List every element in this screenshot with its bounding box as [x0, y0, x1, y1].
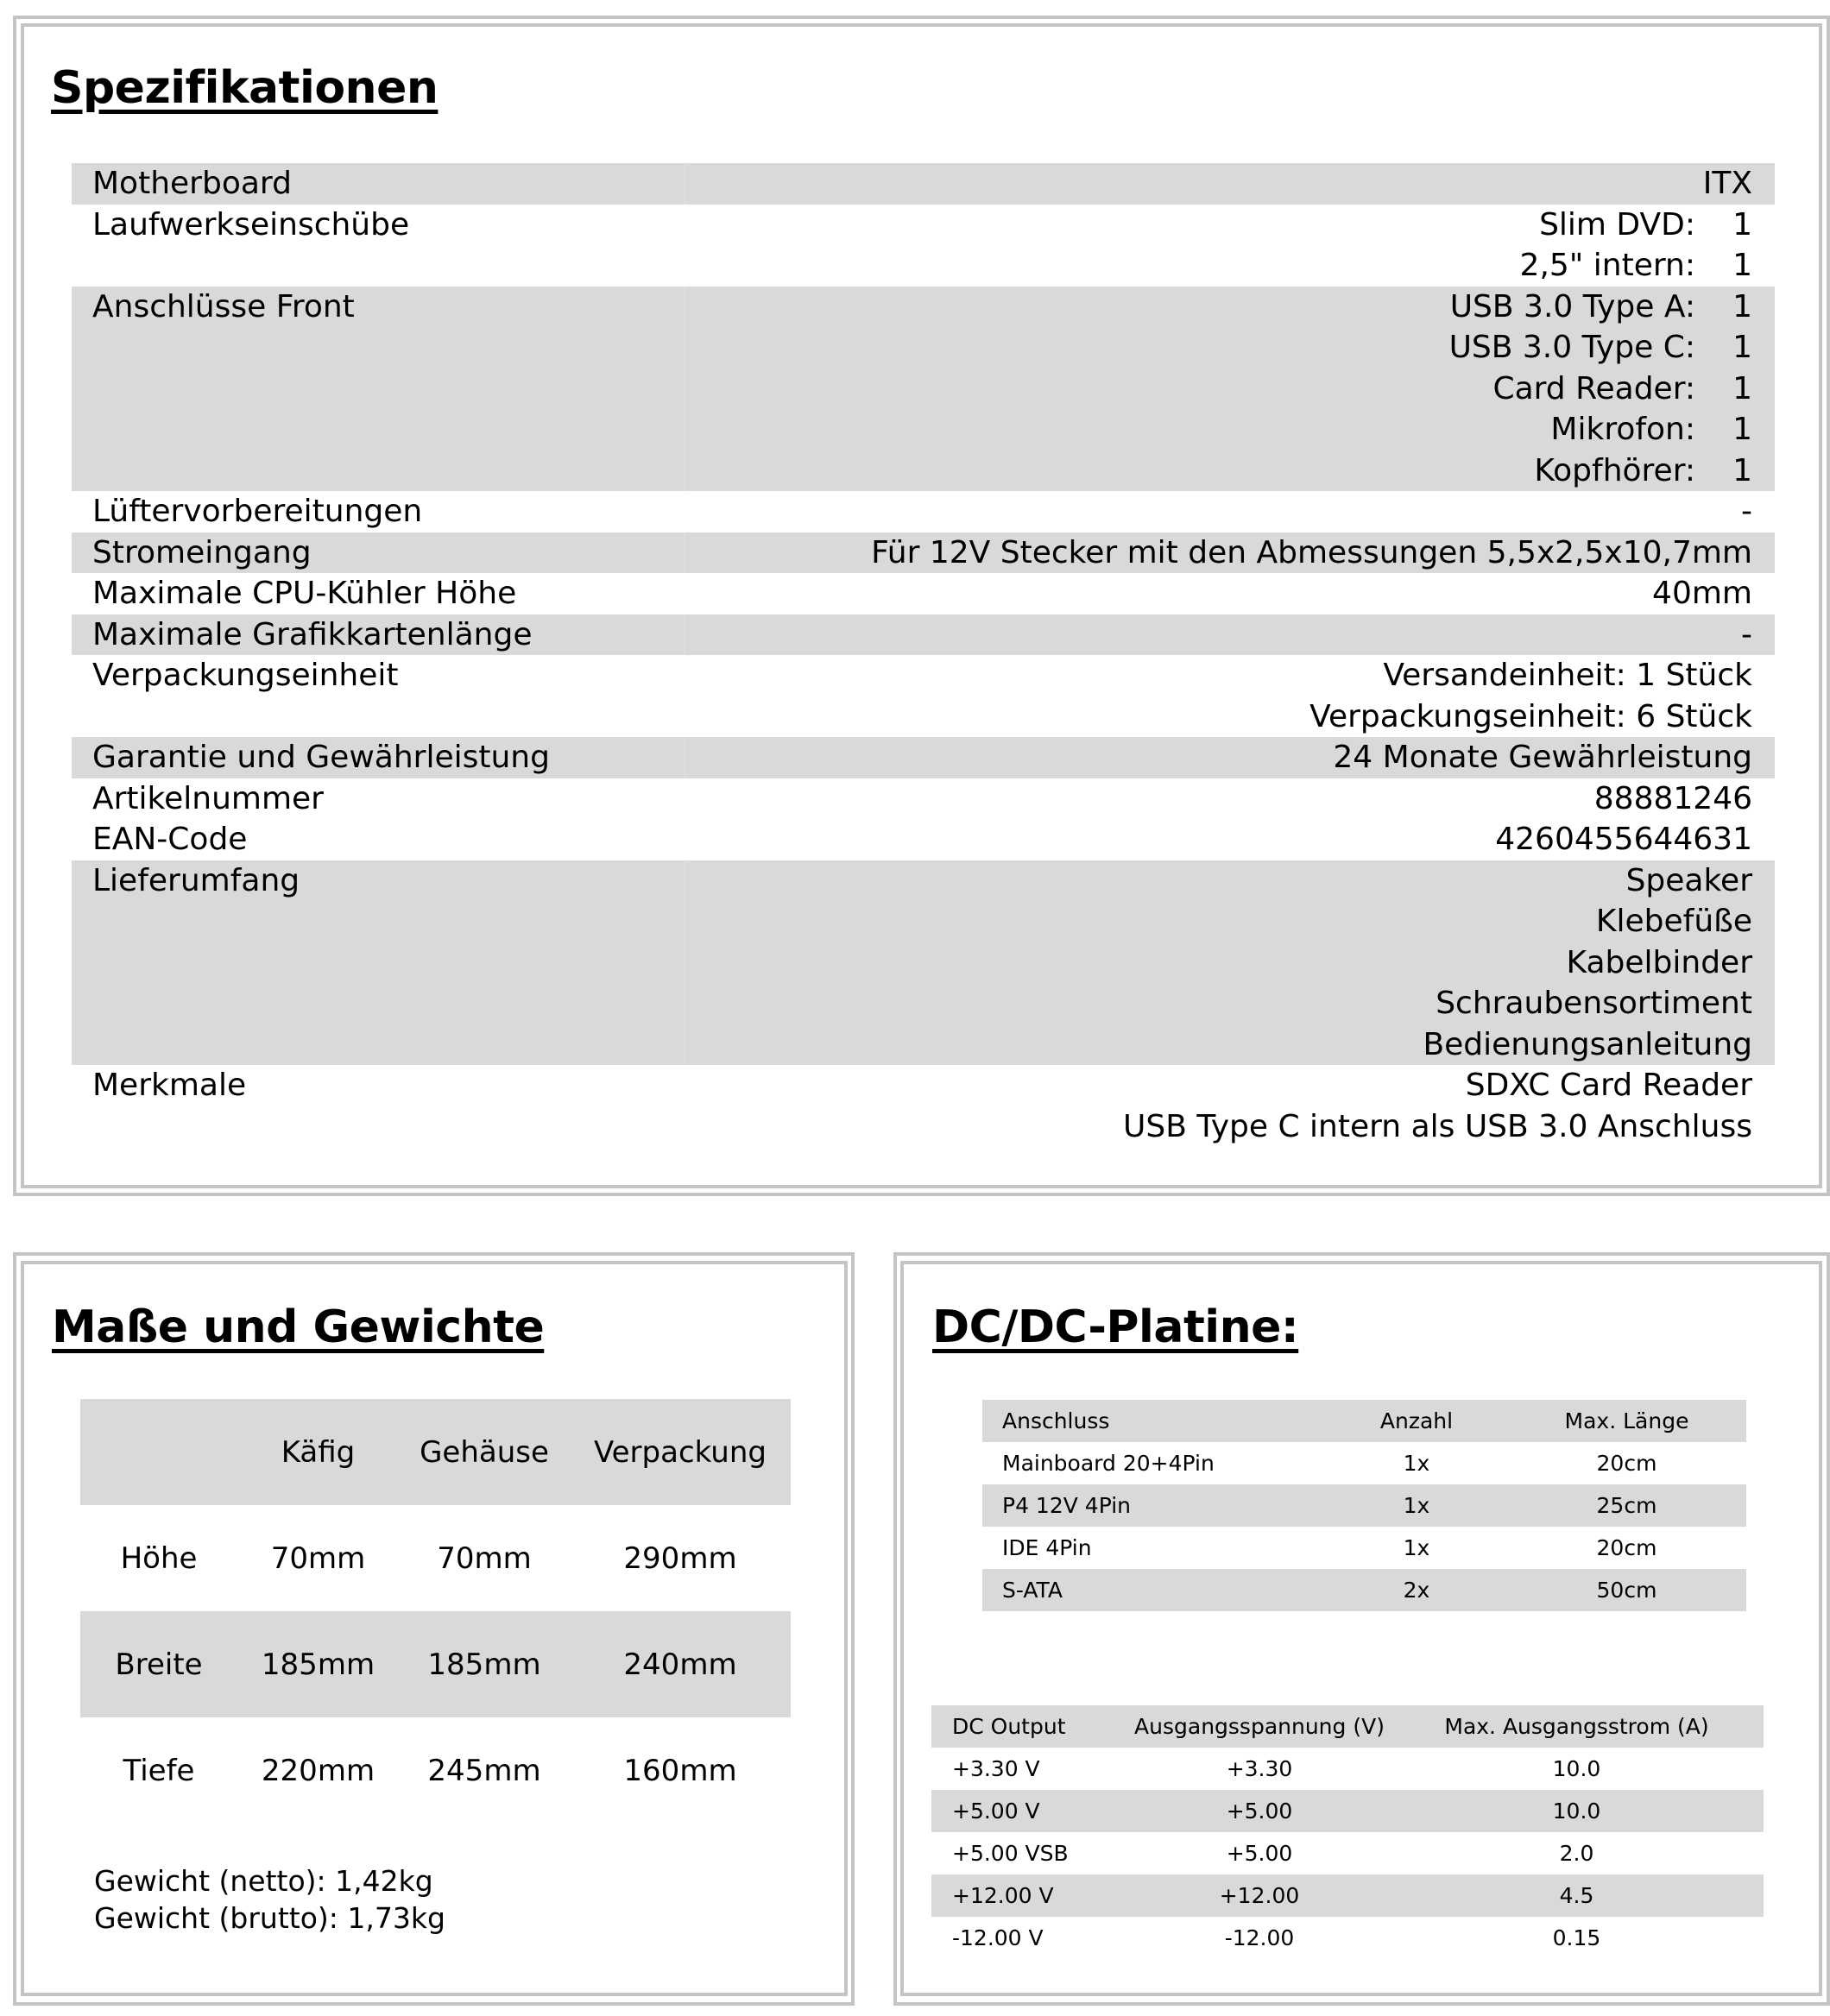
spec-label: Stromeingang	[92, 534, 312, 570]
spec-row	[72, 532, 1775, 574]
outputs-row	[931, 1790, 1764, 1832]
spec-value-line	[697, 1065, 1752, 1106]
connector-length: 25cm	[1524, 1484, 1746, 1527]
output-rail: +3.30 V	[952, 1756, 1040, 1781]
spec-value-count: 1	[1732, 370, 1752, 406]
spec-row	[72, 860, 1775, 1066]
spec-values	[697, 573, 1775, 614]
dimensions-cell: 185mm	[237, 1611, 399, 1717]
connectors-row	[982, 1527, 1746, 1569]
dimensions-header-cell	[80, 1399, 237, 1505]
connector-name: S-ATA	[982, 1569, 1309, 1611]
spec-value-key: Card Reader:	[1492, 370, 1695, 406]
dimensions-header-cell: Käfig	[237, 1399, 399, 1505]
spec-value-line	[697, 409, 1752, 450]
spec-row	[72, 737, 1775, 778]
spec-value-line	[697, 696, 1752, 738]
weight-net: Gewicht (netto): 1,42kg	[94, 1864, 433, 1898]
dimensions-cell: 220mm	[261, 1753, 375, 1788]
spec-value-count: 1	[1732, 288, 1752, 324]
spec-values	[697, 778, 1775, 820]
spec-value-line	[697, 532, 1752, 574]
spec-value: ITX	[1702, 166, 1752, 201]
spec-values	[697, 819, 1775, 860]
spec-value-line	[697, 819, 1752, 860]
output-voltage: -12.00	[1224, 1925, 1295, 1950]
outputs-row	[931, 1874, 1764, 1917]
spec-value-line	[697, 327, 1752, 369]
spec-value-count: 1	[1732, 452, 1752, 488]
dimensions-cell: 245mm	[427, 1753, 541, 1788]
spec-row	[72, 491, 1775, 532]
spec-label: EAN-Code	[92, 822, 248, 857]
spec-value-key: USB 3.0 Type C:	[1448, 330, 1695, 365]
spec-label: Lieferumfang	[92, 862, 300, 898]
spec-row	[72, 573, 1775, 614]
connectors-row	[982, 1442, 1746, 1484]
connector-count: 1x	[1309, 1484, 1524, 1527]
spec-value-line	[697, 901, 1752, 942]
spec-value-key: Slim DVD:	[1539, 206, 1695, 243]
connectors-header-cell: Anschluss	[982, 1400, 1309, 1442]
spec-value: 4260455644631	[1495, 822, 1752, 857]
dimensions-header-cell: Gehäuse	[399, 1399, 570, 1505]
connectors-row	[982, 1484, 1746, 1527]
spec-value: 40mm	[1652, 576, 1752, 611]
dimensions-row	[80, 1505, 791, 1611]
spec-value: Kabelbinder	[1566, 944, 1752, 980]
outputs-table	[931, 1705, 1764, 1959]
spec-values	[697, 163, 1775, 205]
output-current: 0.15	[1552, 1925, 1601, 1950]
outputs-header-cell: DC Output	[931, 1705, 1103, 1748]
spec-row	[72, 287, 1775, 492]
output-voltage: +5.00	[1103, 1790, 1416, 1832]
output-rail: -12.00 V	[952, 1925, 1044, 1950]
spec-value: Bedienungsanleitung	[1423, 1026, 1752, 1062]
dimensions-cell: 70mm	[270, 1540, 366, 1576]
spec-value: Schraubensortiment	[1436, 986, 1752, 1021]
spec-label: Laufwerkseinschübe	[92, 206, 410, 243]
spec-values	[697, 614, 1775, 656]
spec-value: Für 12V Stecker mit den Abmessungen 5,5x2,5x10,7mm	[871, 534, 1752, 570]
dimensions-row	[80, 1717, 791, 1824]
spec-value-key: 2,5" intern:	[1519, 248, 1695, 283]
spec-value-line	[697, 163, 1752, 205]
dimensions-header-cell: Verpackung	[570, 1399, 791, 1505]
spec-label: Anschlüsse Front	[92, 288, 355, 324]
outputs-row	[931, 1917, 1764, 1959]
weight-gross: Gewicht (brutto): 1,73kg	[94, 1901, 445, 1935]
spec-row	[72, 1065, 1775, 1147]
dimensions-row-label: Tiefe	[123, 1753, 195, 1788]
spec-values	[697, 655, 1775, 737]
spec-value-line	[697, 573, 1752, 614]
spec-table	[72, 163, 1775, 1147]
spec-title: Spezifikationen	[51, 62, 439, 114]
spec-values	[697, 860, 1775, 1066]
spec-values	[697, 737, 1775, 778]
dimensions-cell: 185mm	[399, 1611, 570, 1717]
spec-value-line	[697, 860, 1752, 902]
connectors-header-cell: Max. Länge	[1524, 1400, 1746, 1442]
dimensions-title: Maße und Gewichte	[52, 1301, 545, 1353]
spec-value-line	[697, 655, 1752, 696]
spec-label: Merkmale	[92, 1068, 247, 1103]
spec-value: Klebefüße	[1595, 904, 1752, 939]
spec-value: Speaker	[1625, 862, 1752, 898]
output-voltage: +5.00	[1226, 1841, 1293, 1866]
spec-label: Motherboard	[92, 166, 292, 201]
output-current: 2.0	[1559, 1841, 1594, 1866]
spec-value-count: 1	[1732, 248, 1752, 283]
spec-label: Garantie und Gewährleistung	[92, 740, 550, 775]
outputs-header-row	[931, 1705, 1764, 1748]
spec-value-count: 1	[1732, 412, 1752, 447]
spec-value-line	[697, 614, 1752, 656]
spec-row	[72, 163, 1775, 205]
spec-label: Maximale CPU-Kühler Höhe	[92, 576, 517, 611]
spec-value-line	[697, 737, 1752, 778]
connector-length: 20cm	[1596, 1535, 1657, 1560]
outputs-row	[931, 1832, 1764, 1874]
spec-value-key: USB 3.0 Type A:	[1449, 288, 1695, 324]
output-rail: +5.00 V	[931, 1790, 1103, 1832]
outputs-row	[931, 1748, 1764, 1790]
connectors-header-row	[982, 1400, 1746, 1442]
spec-value-line	[697, 450, 1752, 492]
spec-values	[697, 1065, 1775, 1147]
spec-value-line	[697, 287, 1752, 328]
outputs-header-cell: Ausgangsspannung (V)	[1103, 1705, 1416, 1748]
connectors-table	[982, 1400, 1746, 1611]
spec-label: Artikelnummer	[92, 780, 324, 816]
dimensions-cell: 240mm	[570, 1611, 791, 1717]
connector-count: 2x	[1309, 1569, 1524, 1611]
spec-value-line	[697, 369, 1752, 410]
spec-row	[72, 819, 1775, 860]
spec-value: 24 Monate Gewährleistung	[1333, 740, 1752, 775]
dimensions-cell: 70mm	[437, 1540, 532, 1576]
spec-label: Maximale Grafikkartenlänge	[92, 616, 533, 652]
spec-value-key: Mikrofon:	[1550, 412, 1695, 447]
connector-name: Mainboard 20+4Pin	[1002, 1451, 1215, 1476]
spec-values	[697, 532, 1775, 574]
dimensions-table	[80, 1399, 791, 1824]
spec-label: Verpackungseinheit	[92, 658, 399, 693]
dimensions-row-label: Breite	[80, 1611, 237, 1717]
dimensions-header-row	[80, 1399, 791, 1505]
connectors-header-cell: Anzahl	[1309, 1400, 1524, 1442]
connector-count: 1x	[1403, 1535, 1430, 1560]
output-current: 4.5	[1416, 1874, 1764, 1917]
spec-value-line	[697, 491, 1752, 532]
connector-length: 20cm	[1596, 1451, 1657, 1476]
spec-value-line	[697, 983, 1752, 1024]
dimensions-cell: 290mm	[623, 1540, 737, 1576]
output-current: 10.0	[1416, 1790, 1764, 1832]
output-rail: +5.00 VSB	[952, 1841, 1069, 1866]
spec-value-line	[697, 1106, 1752, 1148]
outputs-header-cell: Max. Ausgangsstrom (A)	[1416, 1705, 1764, 1748]
spec-value-line	[697, 1024, 1752, 1066]
spec-value: Versandeinheit: 1 Stück	[1383, 658, 1752, 693]
dimensions-cell: 160mm	[623, 1753, 737, 1788]
spec-row	[72, 655, 1775, 737]
spec-label: Lüftervorbereitungen	[92, 494, 423, 529]
spec-value-count: 1	[1732, 206, 1752, 243]
spec-value-line	[697, 205, 1752, 246]
output-voltage: +12.00	[1103, 1874, 1416, 1917]
spec-value: Verpackungseinheit: 6 Stück	[1309, 698, 1752, 734]
spec-values	[697, 491, 1775, 532]
output-voltage: +3.30	[1226, 1756, 1293, 1781]
spec-row	[72, 778, 1775, 820]
spec-value: 88881246	[1593, 780, 1752, 816]
weights-block	[94, 1862, 445, 1937]
connectors-row	[982, 1569, 1746, 1611]
connector-length: 50cm	[1524, 1569, 1746, 1611]
spec-value-line	[697, 245, 1752, 287]
spec-row	[72, 205, 1775, 287]
dimensions-row-label: Höhe	[120, 1540, 198, 1576]
dcdc-title: DC/DC-Platine:	[932, 1301, 1299, 1353]
output-current: 10.0	[1552, 1756, 1601, 1781]
spec-value: SDXC Card Reader	[1465, 1068, 1752, 1103]
connector-name: IDE 4Pin	[1002, 1535, 1092, 1560]
connector-count: 1x	[1403, 1451, 1430, 1476]
spec-value-line	[697, 942, 1752, 984]
spec-value-count: 1	[1732, 330, 1752, 365]
spec-value: -	[1741, 616, 1752, 652]
spec-value-line	[697, 778, 1752, 820]
dimensions-row	[80, 1611, 791, 1717]
spec-values	[697, 205, 1775, 287]
spec-row	[72, 614, 1775, 656]
output-rail: +12.00 V	[931, 1874, 1103, 1917]
connector-name: P4 12V 4Pin	[982, 1484, 1309, 1527]
spec-value-key: Kopfhörer:	[1534, 452, 1695, 488]
spec-value: USB Type C intern als USB 3.0 Anschluss	[1123, 1108, 1752, 1144]
spec-values	[697, 287, 1775, 492]
spec-value: -	[1741, 494, 1752, 529]
